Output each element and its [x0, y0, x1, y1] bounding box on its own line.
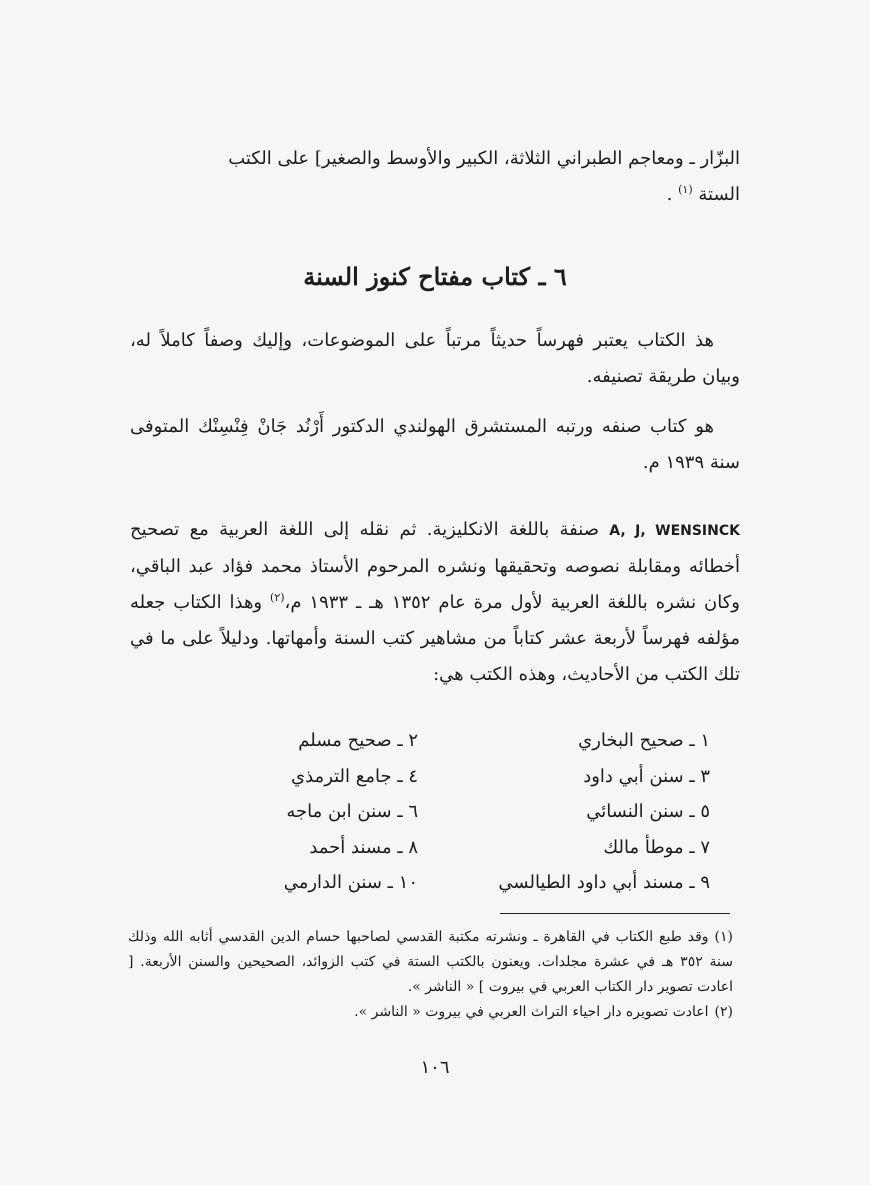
book-item: ٣ ـ سنن أبي داود: [583, 765, 710, 787]
paragraph-3-part-1: صنفة باللغة الانكليزية. ثم نقله إلى اللغة العربية مع تصحيح أخطائه ومقابلة نصوصه وتحقيقها ونشره المرحوم الأستاذ محمد فؤاد عبد الباقي، وكان نشره باللغة العربية لأول مرة عام ١٣٥٢ هـ ـ ١٩٣٣ م،: [130, 519, 740, 613]
intro-line-2-end: .: [666, 184, 673, 205]
intro-line-2-text: الستة: [698, 184, 740, 205]
page-number: ١٠٦: [420, 1057, 450, 1078]
paragraph-2: [130, 409, 740, 481]
footnote-2-number: (٢): [714, 1004, 733, 1020]
book-row: [130, 801, 740, 837]
paragraph-3-part-2: وهذا الكتاب جعله مؤلفه فهرساً لأربعة عشر كتاباً من مشاهير كتب السنة وأمهاتها. ودليلاً على ما في تلك الكتب من الأحاديث، وهذه الكتب هي:: [130, 592, 740, 685]
book-row: [130, 872, 740, 908]
book-row: [130, 730, 740, 766]
footnote-ref-1: (١): [678, 183, 693, 196]
footnote-2: [128, 1000, 733, 1025]
book-item: ٦ ـ سنن ابن ماجه: [286, 801, 418, 822]
book-item: ٢ ـ صحيح مسلم: [298, 730, 418, 751]
book-item: ١٠ ـ سنن الدارمي: [283, 872, 418, 893]
footnote-ref-2: (٢): [270, 591, 285, 604]
books-list: [130, 730, 740, 908]
book-item: ٩ ـ مسند أبي داود الطيالسي: [498, 872, 710, 893]
intro-line-1: البزّار ـ ومعاجم الطبراني الثلاثة، الكبير والأوسط والصغير] على الكتب: [228, 148, 740, 169]
footnotes: [128, 925, 733, 1025]
footnote-1-text: وقد طبع الكتاب في القاهرة ـ ونشرته مكتبة القدسي لصاحبها حسام الدين القدسي أثابه الله وذلك سنة ٣٥٢ هـ في عشرة مجلدات. ويعنون بالكتب الستة في كتب الزوائد، الصحيحين والسنن الأربعة. [ اعادت تصوير دار الكتاب العربي في بيروت ] « الناشر ».: [128, 929, 733, 995]
section-title: ٦ ـ كتاب مفتاح كنوز السنة: [303, 262, 567, 291]
book-item: ٨ ـ مسند أحمد: [309, 836, 418, 858]
footnote-1-number: (١): [714, 929, 733, 945]
book-row: [130, 766, 740, 802]
book-item: ٧ ـ موطأ مالك: [603, 836, 710, 858]
paragraph-2-text: هو كتاب صنفه ورتبه المستشرق الهولندي الدكتور أَرْنُد جَانْ فِنْسِنْك المتوفى سنة ١٩٣٩ م.: [130, 416, 740, 473]
author-latin-name: A, J, WENSINCK: [609, 523, 740, 539]
footnote-2-text: اعادت تصويره دار احياء التراث العربي في بيروت « الناشر ».: [354, 1004, 709, 1020]
intro-line-2: [130, 177, 740, 213]
paragraph-3-text: [130, 512, 740, 693]
book-row: [130, 837, 740, 873]
book-item: ١ ـ صحيح البخاري: [578, 730, 710, 751]
book-item: ٥ ـ سنن النسائي: [586, 801, 710, 822]
footnote-1: [128, 925, 733, 1000]
footnote-divider: [500, 913, 730, 914]
book-item: ٤ ـ جامع الترمذي: [291, 765, 418, 787]
paragraph-3: [130, 512, 740, 693]
intro-paragraph: [130, 141, 740, 213]
paragraph-1: [130, 323, 740, 395]
paragraph-1-text: هذ الكتاب يعتبر فهرساً حديثاً مرتباً على الموضوعات، وإليك وصفاً كاملاً له، وبيان طريقة تصنيفه.: [130, 330, 740, 387]
